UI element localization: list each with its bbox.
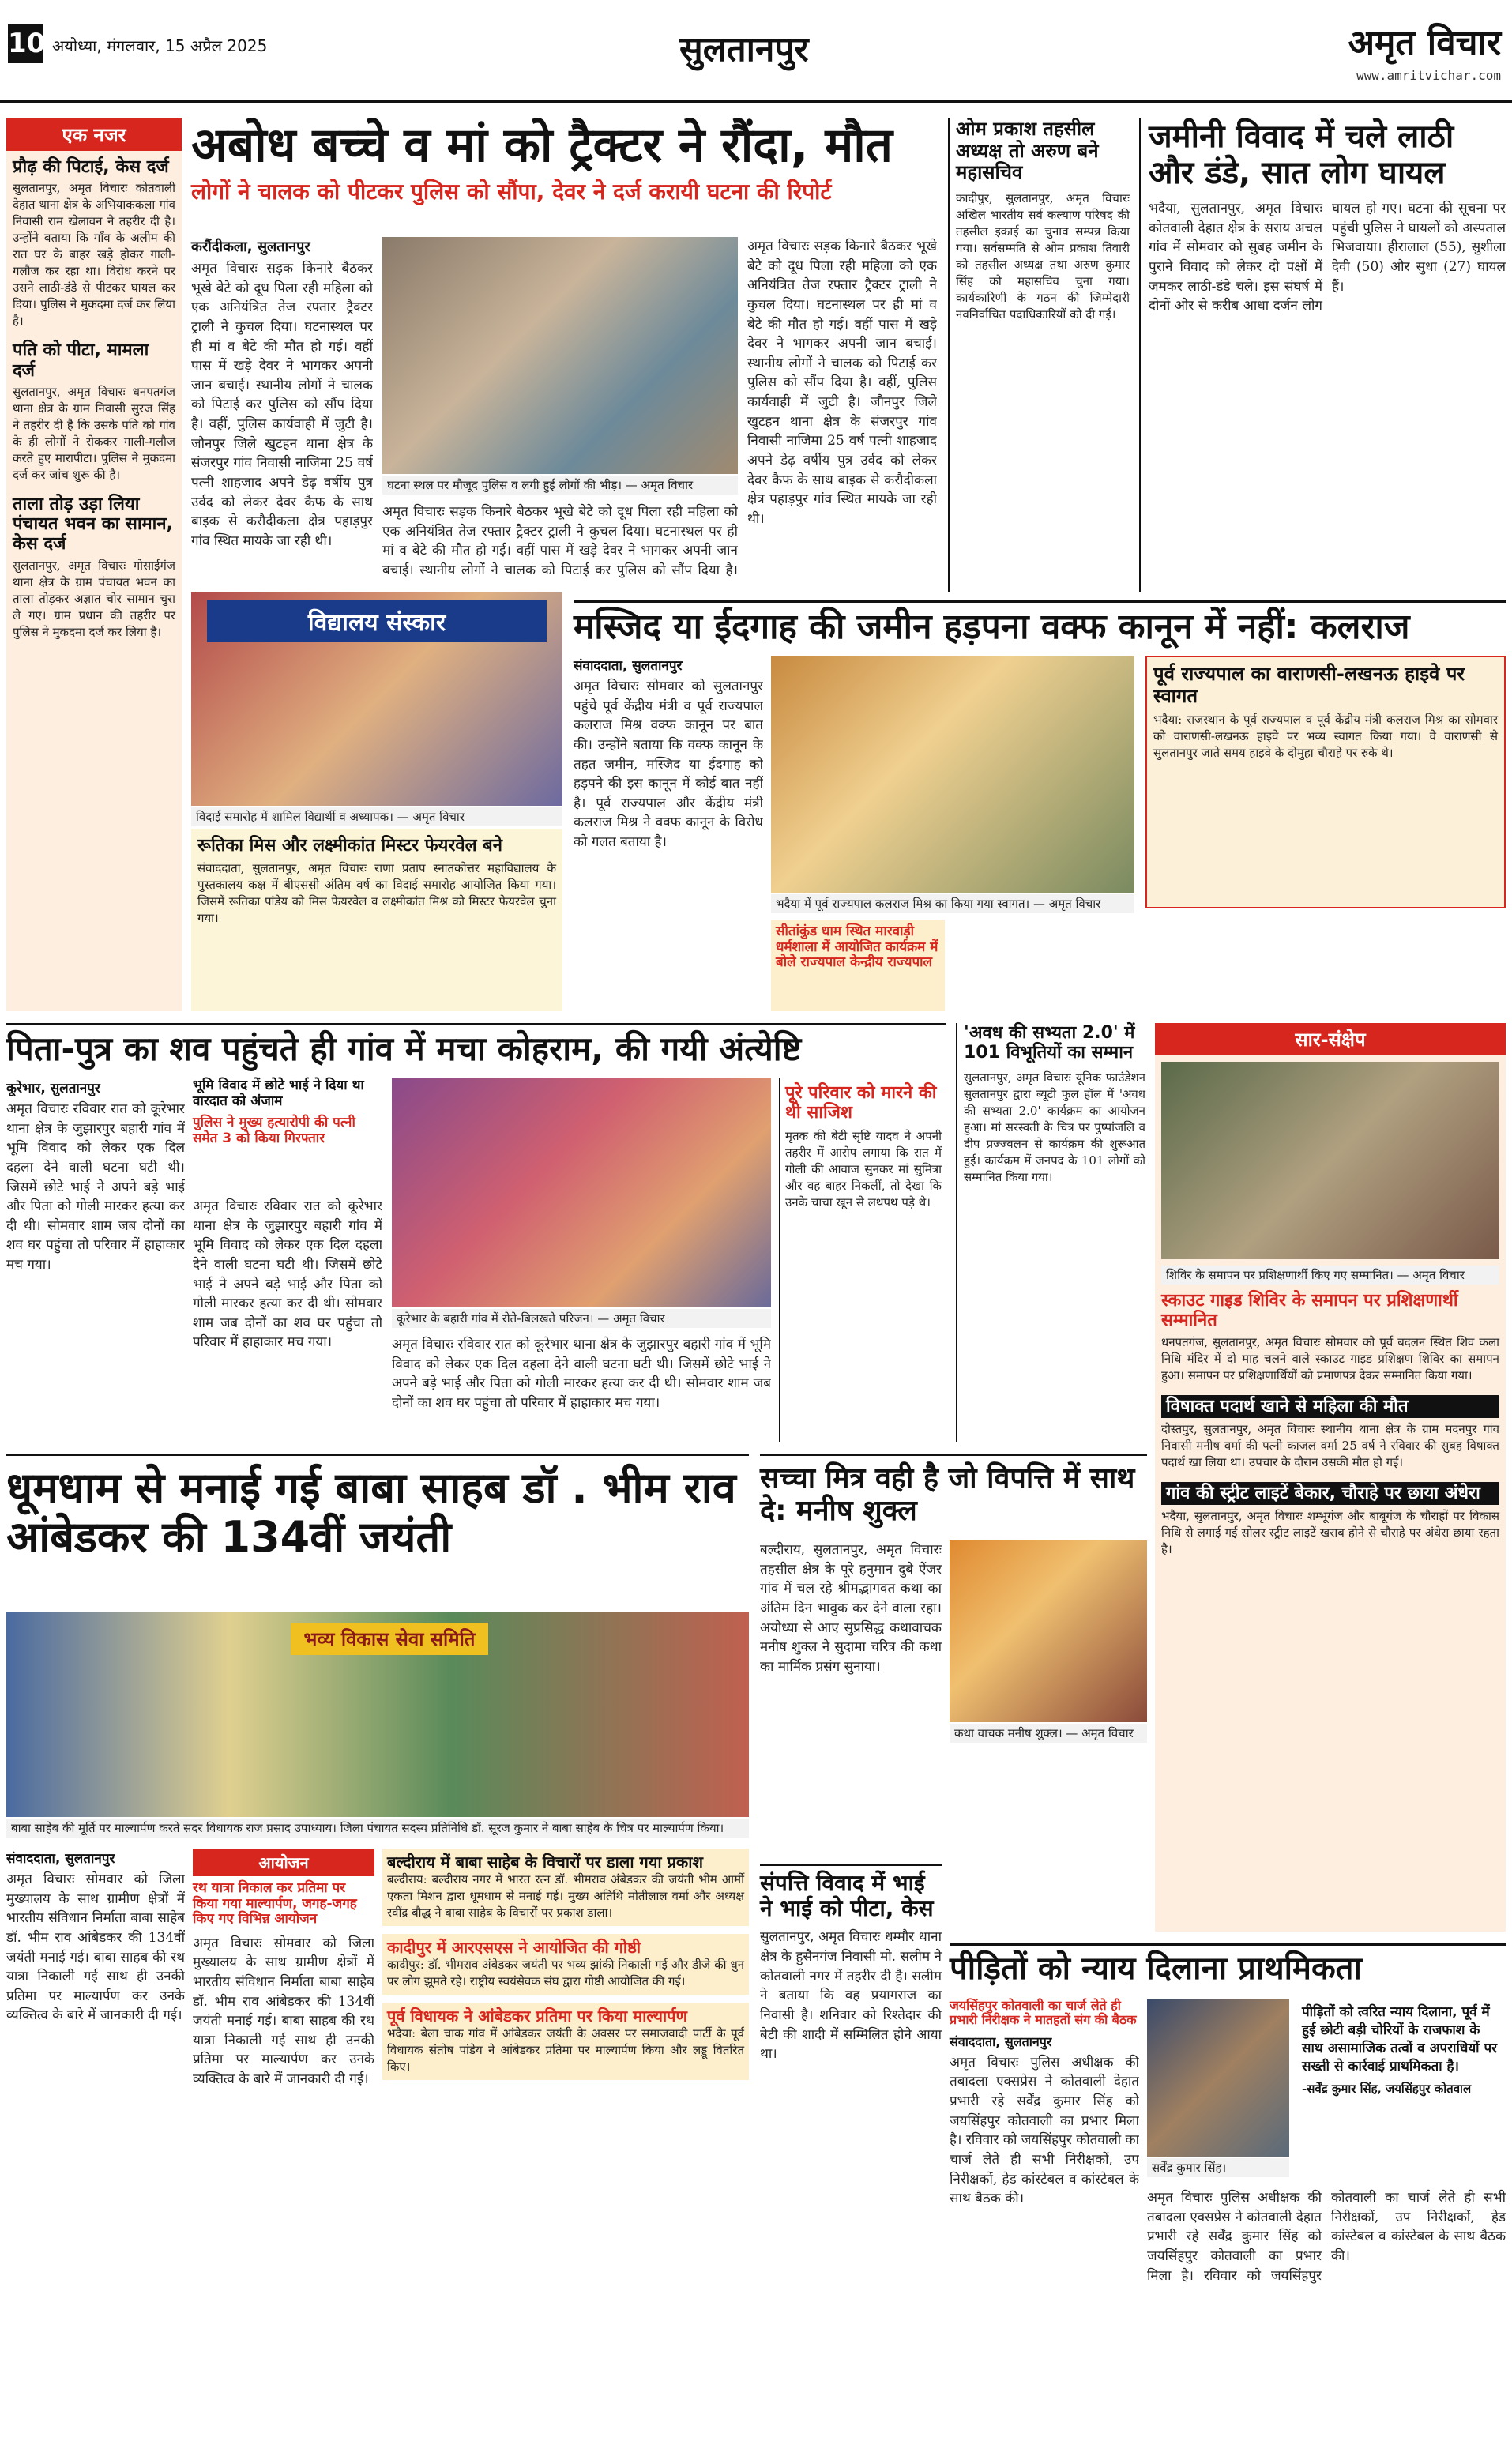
peedit-story xyxy=(950,1943,1506,1987)
box-body: मृतक की बेटी सृष्टि यादव ने अपनी तहरीर में आरोप लगाया कि रात में गोली की आवाज सुनकर मां सुमित्रा और वह बाहर निकलीं, तो देखा कि उनके चाचा खून से लथपथ पड़े थे। xyxy=(785,1128,942,1209)
vidai-photo xyxy=(191,592,562,806)
story-headline: संपत्ति विवाद में भाई ने भाई को पीटा, केस xyxy=(760,1870,934,1922)
ambedkar-story xyxy=(6,1454,749,1562)
box-body: भदैया: बेला चाक गांव में आंबेडकर जयंती के अवसर पर समाजवादी पार्टी के पूर्व विधायक संतोष पांडेय ने आंबेडकर प्रतिमा पर माल्यार्पण किया और लड्डू वितरित किए। xyxy=(387,2026,744,2074)
saar-column xyxy=(1155,1023,1506,1932)
vidai-banner: विद्यालय संस्कार xyxy=(207,600,547,642)
sampatti-story xyxy=(760,1864,942,2437)
box-title: बल्दीराय में बाबा साहेब के विचारों पर डाला गया प्रकाश xyxy=(387,1853,703,1871)
quote-text: पीड़ितों को त्वरित न्याय दिलाना, पूर्व में हुई छोटी बड़ी चोरियों के राजफाश के साथ असामाजिक तत्वों व अपराधियों पर सख्ती से कार्रवाई प्राथमिकता है। xyxy=(1302,2004,1498,2074)
ambedkar-box xyxy=(382,1849,749,1926)
pita-putra-body-col xyxy=(6,1078,185,1442)
om-prakash-story xyxy=(948,118,1130,592)
left-column-header: एक नजर xyxy=(6,118,182,151)
box-title: पूर्व विधायक ने आंबेडकर प्रतिमा पर किया माल्यार्पण xyxy=(387,2007,687,2026)
peedit-body-col xyxy=(950,1999,1139,2437)
box-body: बल्दीराय: बल्दीराय नगर में भारत रत्न डॉ. भीमराव अंबेडकर की जयंती भीम आर्मी एकता मिशन द्वारा धूमधाम से मनाई गई। मुख्य अतिथि मोतीलाल वर्मा और अध्यक्ष रवींद्र बौद्ध ने बाबा साहेब के विचारों पर प्रकाश डाला। xyxy=(387,1872,744,1920)
brief-body: सुलतानपुर, अमृत विचारः कोतवाली देहात थाना क्षेत्र के अभियाककला गांव निवासी राम खेलावन ने तहरीर दी है। उन्होंने बताया कि गाँव के अलीम की रात घर के बाहर खड़े होकर गाली-गलौज कर रहा था। विरोध करने पर उसने लाठी-डंडे से पीटकर घायल कर दिया। पुलिस ने मुकदमा दर्ज कर लिया है। xyxy=(13,181,175,329)
box-title: कादीपुर में आरएसएस ने आयोजित की गोष्ठी xyxy=(387,1938,641,1957)
story-body: अमृत विचारः रविवार रात को कूरेभार थाना क्षेत्र के जुझारपुर बहारी गांव में भूमि विवाद को लेकर एक दिल दहला देने वाली घटना घटी थी। जिसमें छोटे भाई ने अपने बड़े भाई और पिता को गोली मारकर हत्या कर दी थी। सोमवार शाम जब दोनों का शव घर पहुंचा तो परिवार में हाहाकार मच गया। xyxy=(6,1101,185,1273)
masthead xyxy=(0,0,1512,103)
brief-body: दोस्तपुर, सुलतानपुर, अमृत विचारः स्थानीय थाना क्षेत्र के ग्राम मदनपुर गांव निवासी मनीष वर्मा की पत्नी काजल वर्मा 25 वर्ष ने रविवार की सुबह विषाक्त पदार्थ खा लिया था। उपचार के दौरान उसकी मौत हो गई। xyxy=(1161,1421,1499,1469)
pita-putra-body-continued-2: अमृत विचारः रविवार रात को कूरेभार थाना क्षेत्र के जुझारपुर बहारी गांव में भूमि विवाद को लेकर एक दिल दहला देने वाली घटना घटी थी। जिसमें छोटे भाई ने अपने बड़े भाई और पिता को गोली मारकर हत्या कर दी थी। सोमवार शाम जब दोनों का शव घर पहुंचा तो परिवार में हाहाकार मच गया। xyxy=(392,1337,771,1411)
saar-header: सार-संक्षेप xyxy=(1155,1023,1506,1055)
story-dateline: संवाददाता, सुलतानपुर xyxy=(950,2033,1052,2049)
lead-body-continued: अमृत विचारः सड़क किनारे बैठकर भूखे बेटे को दूध पिला रही महिला को एक अनियंत्रित तेज रफ्तार ट्रैक्टर ट्राली ने कुचल दिया। घटनास्थल पर ही मां व बेटे की मौत हो गई। वहीं पास में खड़े देवर ने भागकर अपनी जान बचाई। स्थानीय लोगों ने चालक को पिटाई कर पुलिस को सौंप दिया है। xyxy=(382,504,738,578)
story-body: कादीपुर, सुलतानपुर, अमृत विचारः अखिल भारतीय सर्व कल्याण परिषद की तहसील इकाई का चुनाव सम्पन्न किया गया। सर्वसम्मति से ओम प्रकाश तिवारी को तहसील अध्यक्ष तथा अरुण कुमार सिंह को महासचिव चुना गया। कार्यकारिणी के गठन की जिम्मेदारी नवनिर्वाचित पदाधिकारियों को दी गई। xyxy=(956,190,1130,322)
story-body: बल्दीराय, सुलतानपुर, अमृत विचारः तहसील क्षेत्र के पूरे हनुमान दुबे ऐंजर गांव में चल रहे श्रीमद्भागवत कथा का अंतिम दिन भावुक कर देने वाला रहा। अयोध्या से आए सुप्रसिद्ध कथावाचक मनीष शुक्ल ने सुदामा चरित्र की कथा का मार्मिक प्रसंग सुनाया। xyxy=(760,1542,942,1675)
ambedkar-boxes xyxy=(382,1849,749,2437)
land-dispute-story xyxy=(1139,118,1506,592)
peedit-body-continued: अमृत विचारः पुलिस अधीक्षक की तबादला एक्सप्रेस ने कोतवाली देहात प्रभारी रहे सर्वेंद्र कुमार सिंह को जयसिंहपुर कोतवाली का प्रभार मिला है। रविवार को जयसिंहपुर कोतवाली का चार्ज लेते ही सभी निरीक्षकों, उप निरीक्षकों, हेड कांस्टेबल व कांस्टेबल के साथ बैठक की। xyxy=(1147,2190,1506,2284)
awadh-story xyxy=(956,1023,1145,1442)
story-headline: ओम प्रकाश तहसील अध्यक्ष तो अरुण बने महासचिव xyxy=(956,118,1099,184)
brief-title: ताला तोड़ उड़ा लिया पंचायत भवन का सामान, केस दर्ज xyxy=(13,494,173,555)
pita-putra-photo-caption: कूरेभार के बहारी गांव में रोते-बिलखते परिजन। — अमृत विचार xyxy=(392,1309,771,1328)
ambedkar-body-col xyxy=(6,1849,185,2437)
saar-photo-caption: शिविर के समापन पर प्रशिक्षणार्थी किए गए सम्मानित। — अमृत विचार xyxy=(1161,1266,1499,1285)
peedit-photo xyxy=(1147,1999,1289,2157)
aayojan-bullet: रथ यात्रा निकाल कर प्रतिमा पर किया गया माल्यार्पण, जगह-जगह किए गए विभिन्न आयोजन xyxy=(193,1880,357,1928)
saar-photo xyxy=(1161,1062,1499,1259)
story-headline: पिता-पुत्र का शव पहुंचते ही गांव में मचा कोहराम, की गयी अंत्येष्टि xyxy=(6,1029,802,1068)
sachcha-mitra-story xyxy=(760,1454,1147,1528)
aayojan-col xyxy=(193,1849,374,2437)
peedit-photo-caption: सर्वेंद्र कुमार सिंह। xyxy=(1147,2158,1289,2177)
waqf-photo xyxy=(771,656,1134,893)
site-url: www.amritvichar.com xyxy=(1356,68,1501,83)
story-body: सुलतानपुर, अमृत विचारः यूनिक फाउंडेशन सुलतानपुर द्वारा ब्यूटी फुल हॉल में 'अवध की सभ्यता 2.0' कार्यक्रम का आयोजन हुआ। मां सरस्वती के चित्र पर पुष्पांजलि व दीप प्रज्ज्वलन से कार्यक्रम की शुरूआत हुई। कार्यक्रम में जनपद के 101 लोगों को सम्मानित किया गया। xyxy=(964,1070,1145,1184)
pita-putra-body-continued: अमृत विचारः रविवार रात को कूरेभार थाना क्षेत्र के जुझारपुर बहारी गांव में भूमि विवाद को लेकर एक दिल दहला देने वाली घटना घटी थी। जिसमें छोटे भाई ने अपने बड़े भाई और पिता को गोली मारकर हत्या कर दी थी। सोमवार शाम जब दोनों का शव घर पहुंचा तो परिवार में हाहाकार मच गया। xyxy=(193,1198,382,1351)
box-title: पूरे परिवार को मारने की थी साजिश xyxy=(785,1083,937,1123)
story-dateline: संवाददाता, सुलतानपुर xyxy=(6,1851,115,1867)
story-body: संवाददाता, सुलतानपुर, अमृत विचारः राणा प्रताप स्नातकोत्तर महाविद्यालय के पुस्तकालय कक्ष में बीएससी अंतिम वर्ष का विदाई समारोह आयोजित किया गया। जिसमें रूतिका पांडेय को मिस फेयरवेल व लक्ष्मीकांत मिश्र को मिस्टर फेयरवेल चुना गया। xyxy=(197,861,556,926)
waqf-photo-caption: भदैया में पूर्व राज्यपाल कलराज मिश्र का किया गया स्वागत। — अमृत विचार xyxy=(771,894,1134,913)
ambedkar-photo xyxy=(6,1612,749,1817)
story-headline: धूमधाम से मनाई गई बाबा साहब डॉ . भीम राव आंबेडकर की 134वीं जयंती xyxy=(6,1463,736,1563)
story-body: भदैया, सुलतानपुर, अमृत विचारः कोतवाली देहात क्षेत्र के सराय अचल गांव में सोमवार को सुबह जमीन के पुराने विवाद को लेकर दो पक्षों में जमकर लाठी-डंडे चले। इस संघर्ष में दोनों ओर से करीब आधा दर्जन लोग घायल हो गए। घटना की सूचना पर पहुंची पुलिस ने घायलों को अस्पताल भिजवाया। हीरालाल (55), सुशीला देवी (50) और सुधा (27) घायल हैं। xyxy=(1149,201,1506,314)
brief-title: विषाक्त पदार्थ खाने से महिला की मौत xyxy=(1161,1395,1499,1418)
section-title: सुलतानपुर xyxy=(679,29,809,70)
bullet: भूमि विवाद में छोटे भाई ने दिया था वारदात को अंजाम xyxy=(193,1078,364,1109)
story-headline: सच्चा मित्र वही है जो विपत्ति में साथ दे: मनीष शुक्ल xyxy=(760,1462,1135,1528)
waqf-pull-quote: सीतांकुंड धाम स्थित मारवाड़ी धर्मशाला में आयोजित कार्यक्रम में बोले राज्यपाल केन्द्रीय राज्यपाल xyxy=(771,920,945,1011)
box-body: भदैया: राजस्थान के पूर्व राज्यपाल व पूर्व केंद्रीय मंत्री कलराज मिश्र का सोमवार को वाराणसी-लखनऊ हाइवे पर भव्य स्वागत किया गया। वे वाराणसी से सुलतानपुर जाते समय हाइवे के दोमुहा चौराहे पर रुके थे। xyxy=(1153,713,1498,761)
bullet: पुलिस ने मुख्य हत्यारोपी की पत्नी समेत 3 को किया गिरफ्तार xyxy=(193,1115,355,1146)
story-body: अमृत विचारः सोमवार को जिला मुख्यालय के साथ ग्रामीण क्षेत्रों में भारतीय संविधान निर्माता बाबा साहेब डॉ. भीम राव आंबेडकर की 134वीं जयंती मनाई गई। बाबा साहब की रथ यात्रा निकाली गई साथ ही उनकी प्रतिमा पर माल्यार्पण कर उनके व्यक्तित्व के बारे में जानकारी दी गई। xyxy=(6,1871,185,2024)
brief-body: सुलतानपुर, अमृत विचारः गोसाईगंज थाना क्षेत्र के ग्राम पंचायत भवन का ताला तोड़कर अज्ञात चोर सामान चुरा ले गए। ग्राम प्रधान की तहरीर पर पुलिस ने मुकदमा दर्ज कर लिया है। xyxy=(13,558,175,639)
pita-putra-photo xyxy=(392,1078,771,1307)
lead-body-col xyxy=(191,237,373,577)
story-body-continued: अमृत विचारः सोमवार को जिला मुख्यालय के साथ ग्रामीण क्षेत्रों में भारतीय संविधान निर्माता बाबा साहेब डॉ. भीम राव आंबेडकर की 134वीं जयंती मनाई गई। बाबा साहब की रथ यात्रा निकाली गई साथ ही उनकी प्रतिमा पर माल्यार्पण कर उनके व्यक्तित्व के बारे में जानकारी दी गई। xyxy=(193,1935,374,2088)
story-body: अमृत विचारः पुलिस अधीक्षक की तबादला एक्सप्रेस ने कोतवाली देहात प्रभारी रहे सर्वेंद्र कुमार सिंह को जयसिंहपुर कोतवाली का प्रभार मिला है। रविवार को जयसिंहपुर कोतवाली का चार्ज लेते ही सभी निरीक्षकों, उप निरीक्षकों, हेड कांस्टेबल व कांस्टेबल के साथ बैठक की। xyxy=(950,2054,1139,2207)
pita-putra-bullets xyxy=(193,1078,382,1189)
box-title: पूर्व राज्यपाल का वाराणसी-लखनऊ हाइवे पर स्वागत xyxy=(1153,663,1465,707)
story-headline: जमीनी विवाद में चले लाठी और डंडे, सात लोग घायल xyxy=(1149,118,1454,191)
brief-title: गांव की स्ट्रीट लाइटें बेकार, चौराहे पर छाया अंधेरा xyxy=(1161,1482,1499,1505)
page-number: 10 xyxy=(8,24,43,63)
sachcha-mitra-photo xyxy=(950,1540,1147,1722)
story-headline: 'अवध की सभ्यता 2.0' में 101 विभूतियों का सम्मान xyxy=(964,1023,1135,1063)
ambedkar-box xyxy=(382,2003,749,2080)
lead-subhead: लोगों ने चालक को पीटकर पुलिस को सौंपा, देवर ने दर्ज करायी घटना की रिपोर्ट xyxy=(191,179,832,205)
conspiracy-box xyxy=(779,1078,946,1442)
story-body: अमृत विचारः सोमवार को सुलतानपुर पहुंचे पूर्व केंद्रीय मंत्री व पूर्व राज्यपाल कलराज मिश्र वक्फ कानून पर बात की। उन्होंने बताया कि वक्फ कानून के तहत जमीन, मस्जिद या ईदगाह को हड़पने की इस कानून में कोई बात नहीं है। पूर्व राज्यपाल और केंद्रीय मंत्री कलराज मिश्र ने वक्फ कानून के विरोध को गलत बताया है। xyxy=(574,679,763,851)
waqf-story xyxy=(574,600,1506,648)
brief-body: भदैया, सुलतानपुर, अमृत विचारः शम्भूगंज और बाबूगंज के चौराहों पर विकास निधि से लगाई गई सोलर स्ट्रीट लाइटें खराब होने से चौराहे पर अंधेरा छाया रहता है। xyxy=(1161,1509,1499,1557)
peedit-bullet: जयसिंहपुर कोतवाली का चार्ज लेते ही प्रभारी निरीक्षक ने मातहतों संग की बैठक xyxy=(950,1998,1137,2028)
lead-body: अमृत विचारः सड़क किनारे बैठकर भूखे बेटे को दूध पिला रही महिला को एक अनियंत्रित तेज रफ्तार ट्रैक्टर ट्राली ने कुचल दिया। घटनास्थल पर ही मां व बेटे की मौत हो गई। वहीं पास में खड़े देवर ने भागकर अपनी जान बचाई। स्थानीय लोगों ने चालक को पिटाई कर पुलिस को सौंप दिया है। वहीं, पुलिस कार्यवाही में जुटी है। जौनपुर जिले खुटहन थाना क्षेत्र के संजरपुर गांव निवासी नाजिमा 25 वर्ष पत्नी शाहजाद अपने डेढ़ वर्षीय पुत्र उर्वद को लेकर देवर कैफ के साथ बाइक से करौदीकला क्षेत्र पहाड़पुर गांव स्थित मायके जा रही थी। xyxy=(191,261,373,549)
story-headline: मस्जिद या ईदगाह की जमीन हड़पना वक्फ कानून में नहीं: कलराज xyxy=(574,607,1410,647)
brand-logo: अमृत विचार xyxy=(1348,23,1501,63)
vidai-story xyxy=(191,829,562,1011)
lead-dateline: करौंदीकला, सुलतानपुर xyxy=(191,239,310,255)
brief-title: पति को पीटा, मामला दर्ज xyxy=(13,340,149,381)
waqf-body-col xyxy=(574,656,763,1011)
lead-body-continued-2: अमृत विचारः सड़क किनारे बैठकर भूखे बेटे को दूध पिला रही महिला को एक अनियंत्रित तेज रफ्तार ट्रैक्टर ट्राली ने कुचल दिया। घटनास्थल पर ही मां व बेटे की मौत हो गई। वहीं पास में खड़े देवर ने भागकर अपनी जान बचाई। स्थानीय लोगों ने चालक को पिटाई कर पुलिस को सौंप दिया है। वहीं, पुलिस कार्यवाही में जुटी है। जौनपुर जिले खुटहन थाना क्षेत्र के संजरपुर गांव निवासी नाजिमा 25 वर्ष पत्नी शाहजाद अपने डेढ़ वर्षीय पुत्र उर्वद को लेकर देवर कैफ के साथ बाइक से करौदीकला क्षेत्र पहाड़पुर गांव स्थित मायके जा रही थी। xyxy=(747,239,937,527)
sachcha-mitra-photo-caption: कथा वाचक मनीष शुक्ल। — अमृत विचार xyxy=(950,1724,1147,1743)
lead-story xyxy=(191,118,938,205)
box-body: कादीपुर: डॉ. भीमराव अंबेडकर जयंती पर भव्य झांकी निकाली गई और डीजे की धुन पर लोग झूमते रहे। राष्ट्रीय स्वयंसेवक संघ द्वारा गोष्ठी आयोजित की गई। xyxy=(387,1958,744,1988)
story-dateline: कूरेभार, सुलतानपुर xyxy=(6,1081,100,1096)
lead-photo-caption: घटना स्थल पर मौजूद पुलिस व लगी हुई लोगों की भीड़। — अमृत विचार xyxy=(382,476,738,495)
story-headline: रूतिका मिस और लक्ष्मीकांत मिस्टर फेयरवेल बने xyxy=(197,836,502,856)
quote-author: -सर्वेंद्र कुमार सिंह, जयसिंहपुर कोतवाल xyxy=(1302,2081,1472,2096)
brief-title: प्रौढ़ की पिटाई, केस दर्ज xyxy=(13,157,169,177)
brief-body: धनपतगंज, सुलतानपुर, अमृत विचारः सोमवार को पूर्व बदलन स्थित शिव कला निधि मंदिर में दो माह चलने वाले स्काउट गाइड प्रशिक्षण शिविर का समापन हुआ। समापन पर प्रशिक्षणार्थियों को प्रमाणपत्र देकर सम्मानित किया गया। xyxy=(1161,1334,1499,1382)
story-headline: पीड़ितों को न्याय दिलाना प्राथमिकता xyxy=(950,1950,1362,1987)
dateline: अयोध्या, मंगलवार, 15 अप्रैल 2025 xyxy=(52,36,268,55)
story-dateline: संवाददाता, सुलतानपुर xyxy=(574,658,683,674)
lead-photo xyxy=(382,237,738,474)
pita-putra-story xyxy=(6,1023,946,1068)
lead-headline: अबोध बच्चे व मां को ट्रैक्टर ने रौंदा, मौत xyxy=(191,118,893,173)
ambedkar-box xyxy=(382,1934,749,1995)
aayojan-header: आयोजन xyxy=(193,1849,374,1876)
brief-title: स्काउट गाइड शिविर के समापन पर प्रशिक्षणार्थी सम्मानित xyxy=(1161,1291,1458,1331)
peedit-quote xyxy=(1297,1999,1506,2165)
ambedkar-banner: भव्य विकास सेवा समिति xyxy=(291,1623,488,1655)
ambedkar-photo-caption: बाबा साहेब की मूर्ति पर माल्यार्पण करते सदर विधायक राज प्रसाद उपाध्याय। जिला पंचायत सदस्य प्रतिनिधि डॉ. सूरज कुमार ने बाबा साहेब के चित्र पर माल्यार्पण किया। xyxy=(6,1819,749,1838)
waqf-side-box xyxy=(1145,656,1506,908)
vidai-photo-caption: विदाई समारोह में शामिल विद्यार्थी व अध्यापक। — अमृत विचार xyxy=(191,807,562,826)
story-body: सुलतानपुर, अमृत विचारः धम्मौर थाना क्षेत्र के हुसैनगंज निवासी मो. सलीम ने कोतवाली नगर में तहरीर दी है। सलीम ने बताया कि वह प्रयागराज का निवासी है। शनिवार को रिश्तेदार की बेटी की शादी में सम्मिलित होने आया था। xyxy=(760,1929,942,2063)
left-column xyxy=(6,118,182,1011)
brief-body: सुलतानपुर, अमृत विचारः धनपतगंज थाना क्षेत्र के ग्राम निवासी सुरज सिंह ने तहरीर दी है कि उसके पति को गांव के ही लोगों ने रोककर गाली-गलौज करते हुए मारापीटा। पुलिस ने मुकदमा दर्ज कर जांच शुरू की है। xyxy=(13,384,175,482)
